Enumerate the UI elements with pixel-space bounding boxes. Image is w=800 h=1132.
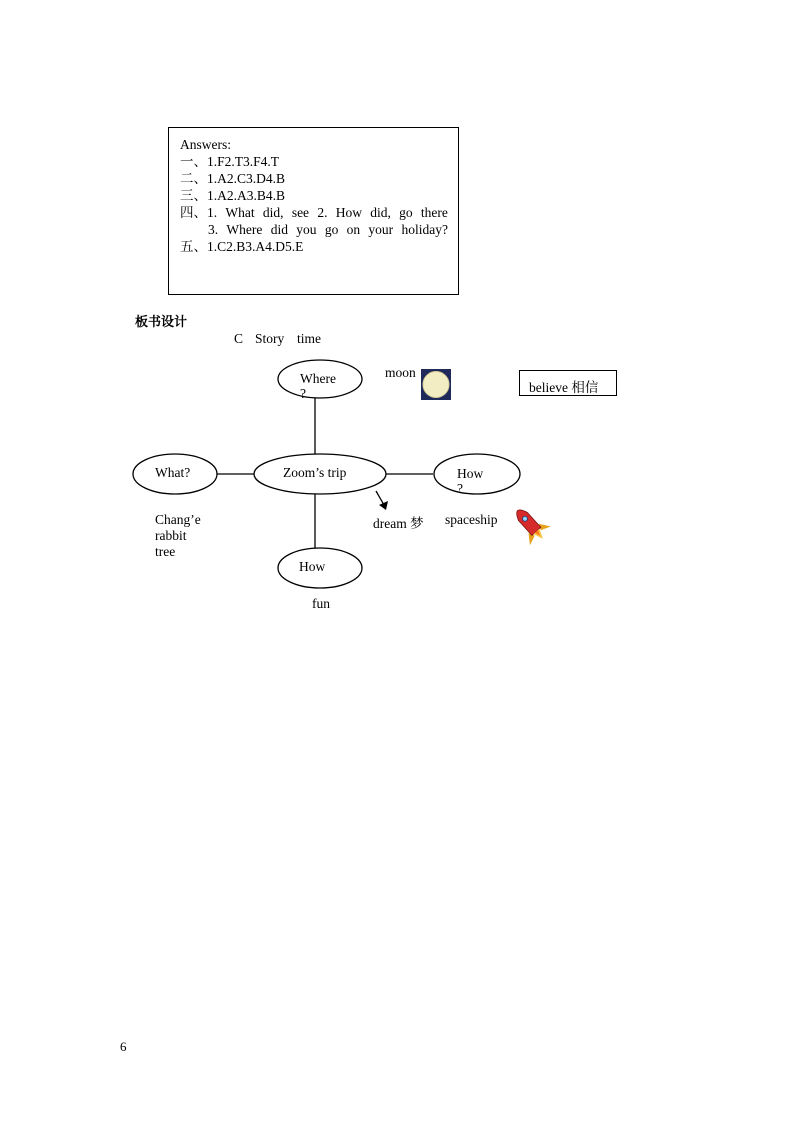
answers-line-5-w3: you [296, 222, 317, 237]
fun-label: fun [312, 596, 330, 611]
moon-label: moon [385, 365, 416, 380]
answers-line-5-w0: 3. [208, 222, 219, 237]
arrow-icon [376, 491, 388, 510]
board-heading: 板书设计 [135, 315, 188, 330]
rocket-icon [507, 501, 553, 548]
answers-line-5-w5: on [346, 222, 361, 237]
answers-line-5-w6: your [368, 222, 394, 237]
section-title-text: Story time [255, 331, 322, 346]
moon-icon [421, 369, 451, 400]
answers-line-5-w1: Where [226, 222, 263, 237]
believe-box: believe 相信 [519, 370, 617, 396]
answers-line-5-w7: holiday? [401, 222, 448, 237]
answers-line-4-w7: go [399, 205, 413, 220]
node-right-label: How ? [457, 466, 484, 496]
page-number: 6 [120, 1039, 127, 1054]
answers-line-4-w3: see [291, 205, 310, 220]
node-bottom-label: How [299, 559, 326, 574]
answers-line-2: 二、1.A2.C3.D4.B [180, 171, 286, 186]
answers-line-4-w4: 2. [317, 205, 328, 220]
answers-line-4-w2: did, [262, 205, 284, 220]
answers-line-6: 五、1.C2.B3.A4.D5.E [180, 239, 304, 254]
node-left-label: What? [155, 465, 191, 480]
node-center-label: Zoom’s trip [283, 465, 347, 480]
dream-label: dream 梦 [373, 516, 424, 531]
what-item-2: rabbit [155, 528, 187, 543]
answers-line-3: 三、1.A2.A3.B4.B [180, 188, 286, 203]
section-letter: C [234, 331, 244, 346]
node-top-label: Where ? [300, 371, 336, 401]
answers-line-5-w2: did [270, 222, 288, 237]
what-item-3: tree [155, 544, 176, 559]
answers-line-4-w8: there [420, 205, 448, 220]
answers-line-4-w1: What [225, 205, 255, 220]
answers-line-4-w0: 四、1. [180, 205, 218, 220]
spaceship-label: spaceship [445, 512, 498, 527]
answers-line-4-w6: did, [370, 205, 391, 220]
answers-line-4-w5: How [335, 205, 362, 220]
answers-line-5-w4: go [324, 222, 339, 237]
what-item-1: Chang’e [155, 512, 201, 527]
answers-line-1: 一、1.F2.T3.F4.T [180, 154, 280, 169]
answers-title: Answers: [180, 137, 231, 152]
